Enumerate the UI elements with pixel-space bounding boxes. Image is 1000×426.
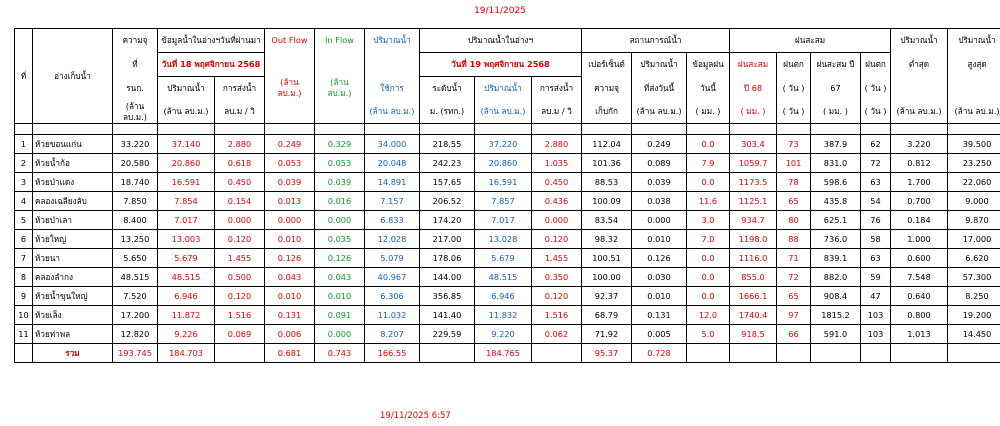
header-usable: ปริมาณน้ำ xyxy=(365,29,420,53)
table-cell: 7.017 xyxy=(475,211,532,230)
table-cell: 65 xyxy=(777,192,811,211)
table-cell: 16.591 xyxy=(158,173,215,192)
table-cell: 157.65 xyxy=(420,173,475,192)
header-capacity: ความจุ xyxy=(113,29,158,53)
table-cell: 7.017 xyxy=(158,211,215,230)
reservoir-name: ห้วยเล็ง xyxy=(33,306,113,325)
table-cell: 0.043 xyxy=(265,268,315,287)
table-cell: 0.000 xyxy=(315,325,365,344)
table-cell: 0.0 xyxy=(687,268,730,287)
table-row xyxy=(15,211,1000,230)
table-cell: 78 xyxy=(777,173,811,192)
header-max: ปริมาณน้ำ xyxy=(948,29,1000,53)
table-cell: 22.060 xyxy=(948,173,1000,192)
table-cell: 0.329 xyxy=(315,135,365,154)
table-cell: 0.249 xyxy=(265,135,315,154)
table-cell: 303.4 xyxy=(730,135,777,154)
table-cell: 23.250 xyxy=(948,154,1000,173)
table-cell: 18.740 xyxy=(113,173,158,192)
header-prev-group: ข้อมูลน้ำในอ่างฯวันที่ผ่านมา xyxy=(158,29,265,53)
table-cell: 625.1 xyxy=(811,211,861,230)
table-cell: 97 xyxy=(777,306,811,325)
table-cell: 6.833 xyxy=(365,211,420,230)
table-cell: 2.880 xyxy=(532,135,582,154)
table-cell: 0.000 xyxy=(215,211,265,230)
table-cell: 0.010 xyxy=(265,230,315,249)
table-cell: 0.062 xyxy=(532,325,582,344)
table-cell: 2.880 xyxy=(215,135,265,154)
table-cell: 0.640 xyxy=(891,287,948,306)
table-cell: 0.000 xyxy=(315,211,365,230)
table-cell: 1059.7 xyxy=(730,154,777,173)
table-cell: 0.069 xyxy=(215,325,265,344)
reservoir-name: ห้วยน้ำก้อ xyxy=(33,154,113,173)
reservoir-name: ห้วยนา xyxy=(33,249,113,268)
table-cell: 0.154 xyxy=(215,192,265,211)
table-cell: 0.006 xyxy=(265,325,315,344)
table-cell: 206.52 xyxy=(420,192,475,211)
table-cell: 20.860 xyxy=(475,154,532,173)
table-cell: 13.250 xyxy=(113,230,158,249)
table-cell: 0.089 xyxy=(632,154,687,173)
table-cell: 101 xyxy=(777,154,811,173)
row-number: 2 xyxy=(15,154,33,173)
table-cell: 0.043 xyxy=(315,268,365,287)
header-reservoir: อ่างเก็บน้ำ xyxy=(33,29,113,124)
table-cell: 0.126 xyxy=(632,249,687,268)
table-cell: 5.079 xyxy=(365,249,420,268)
header-accum67: ฝนสะสม ปี xyxy=(811,53,861,77)
reservoir-name: ห้วยป่าแดง xyxy=(33,173,113,192)
table-cell: 48.515 xyxy=(475,268,532,287)
table-cell: 101.36 xyxy=(582,154,632,173)
table-cell: 7.857 xyxy=(475,192,532,211)
table-cell: 0.0 xyxy=(687,249,730,268)
table-cell: 3.220 xyxy=(891,135,948,154)
header-percent: เปอร์เซ็นต์ xyxy=(582,53,632,77)
table-cell: 71 xyxy=(777,249,811,268)
header-accum68: ฝนสะสม xyxy=(730,53,777,77)
table-cell: 9.226 xyxy=(158,325,215,344)
table-cell: 0.450 xyxy=(215,173,265,192)
table-cell: 0.350 xyxy=(532,268,582,287)
row-number: 9 xyxy=(15,287,33,306)
table-body xyxy=(15,124,1000,344)
reservoir-name: ห้วยใหญ่ xyxy=(33,230,113,249)
table-cell: 68.79 xyxy=(582,306,632,325)
table-cell: 0.500 xyxy=(215,268,265,287)
row-number: 8 xyxy=(15,268,33,287)
table-cell: 39.500 xyxy=(948,135,1000,154)
table-cell: 0.010 xyxy=(265,287,315,306)
table-cell: 7.9 xyxy=(687,154,730,173)
table-cell: 5.679 xyxy=(475,249,532,268)
table-cell: 387.9 xyxy=(811,135,861,154)
header-rain-days68: ฝนตก xyxy=(777,53,811,77)
table-cell: 9.870 xyxy=(948,211,1000,230)
table-cell: 3.0 xyxy=(687,211,730,230)
total-percent: 95.37 xyxy=(582,344,632,363)
table-cell: 7.854 xyxy=(158,192,215,211)
table-cell: 141.40 xyxy=(420,306,475,325)
row-number: 6 xyxy=(15,230,33,249)
table-cell: 62 xyxy=(861,135,891,154)
reservoir-name: ห้วยน้ำขุนใหญ่ xyxy=(33,287,113,306)
spacer-row xyxy=(15,124,1000,135)
row-number: 4 xyxy=(15,192,33,211)
table-cell: 1.013 xyxy=(891,325,948,344)
table-cell: 0.010 xyxy=(632,230,687,249)
table-cell: 14.891 xyxy=(365,173,420,192)
table-cell: 1.455 xyxy=(532,249,582,268)
reservoir-name: ห้วยป่าเลา xyxy=(33,211,113,230)
table-cell: 217.00 xyxy=(420,230,475,249)
table-cell: 0.039 xyxy=(265,173,315,192)
header-rain-today: ข้อมูลฝน xyxy=(687,53,730,77)
table-cell: 72 xyxy=(777,268,811,287)
table-cell: 13.003 xyxy=(158,230,215,249)
table-cell: 839.1 xyxy=(811,249,861,268)
table-cell: 218.55 xyxy=(420,135,475,154)
table-cell: 908.4 xyxy=(811,287,861,306)
table-cell: 7.520 xyxy=(113,287,158,306)
totals-row xyxy=(15,344,1000,363)
table-cell: 0.800 xyxy=(891,306,948,325)
table-cell: 831.0 xyxy=(811,154,861,173)
table-cell: 63 xyxy=(861,249,891,268)
table-cell: 66 xyxy=(777,325,811,344)
header-outflow: Out Flow xyxy=(265,29,315,53)
table-cell: 54 xyxy=(861,192,891,211)
table-row xyxy=(15,173,1000,192)
table-cell: 5.650 xyxy=(113,249,158,268)
table-cell: 0.131 xyxy=(265,306,315,325)
table-cell: 8.400 xyxy=(113,211,158,230)
table-cell: 0.600 xyxy=(891,249,948,268)
table-cell: 0.039 xyxy=(632,173,687,192)
table-cell: 58 xyxy=(861,230,891,249)
table-cell: 11.6 xyxy=(687,192,730,211)
row-number: 1 xyxy=(15,135,33,154)
table-cell: 71.92 xyxy=(582,325,632,344)
table-cell: 17.200 xyxy=(113,306,158,325)
table-cell: 0.0 xyxy=(687,287,730,306)
table-header: ที่ อ่างเก็บน้ำ ความจุ ข้อมูลน้ำในอ่างฯวันที่ผ่านมา Out Flow In Flow ปริมาณน้ำ ปริมาณน้ำในอ่างฯ สถานการณ์น้ำ ฝนสะสม ปริมาณน้ำ ปริมาณน้ำ ที่ วันที่ 18 พฤศจิกายน 2568 วันที่ 19 พฤศจิกายน 2568 เปอร์เซ็นต์ ปริมาณน้ำ ข้อมูลฝน ฝนสะสม ฝนตก ฝนสะสม ปี ฝนตก ต่ำสุด สูงสุด รนก. ปริมาณน้ำ การส่งน้ำ (ล้าน ลบ.ม.) (ล้าน ลบ.ม.) ใช้การ ระดับน้ำ ปริมาณน้ำ การส่งน้ำ ความจุ ที่ส่งวันนี้ วันนี้ ปี 68 ( วัน ) 67 ( วัน ) (ล้าน ลบ.ม.) (ล้าน ลบ.ม.) ลบ.ม / วิ (ล้าน ลบ.ม.) ม. (รทก.) (ล้าน ลบ.ม.) ลบ.ม / วิ เก็บกัก (ล้าน ลบ.ม.) ( มม. ) ( มม. ) ( วัน ) ( มม. ) ( วัน ) (ล้าน ลบ.ม.) (ล้าน ลบ.ม.) xyxy=(15,29,1000,124)
report-date: 19/11/2025 xyxy=(474,6,526,16)
table-cell: 5.679 xyxy=(158,249,215,268)
table-cell: 1.516 xyxy=(215,306,265,325)
table-cell: 12.820 xyxy=(113,325,158,344)
table-cell: 0.436 xyxy=(532,192,582,211)
header-prev-date: วันที่ 18 พฤศจิกายน 2568 xyxy=(158,53,265,77)
timestamp: 19/11/2025 6:57 xyxy=(380,411,451,421)
table-cell: 356.85 xyxy=(420,287,475,306)
table-cell: 0.016 xyxy=(315,192,365,211)
table-cell: 100.09 xyxy=(582,192,632,211)
table-cell: 0.013 xyxy=(265,192,315,211)
table-cell: 144.00 xyxy=(420,268,475,287)
table-row xyxy=(15,306,1000,325)
header-curr-group: ปริมาณน้ำในอ่างฯ xyxy=(420,29,582,53)
table-cell: 1.455 xyxy=(215,249,265,268)
reservoir-name: คลองลำกง xyxy=(33,268,113,287)
table-cell: 100.00 xyxy=(582,268,632,287)
table-row xyxy=(15,230,1000,249)
table-cell: 11.832 xyxy=(475,306,532,325)
header-status-group: สถานการณ์น้ำ xyxy=(582,29,730,53)
table-cell: 0.010 xyxy=(632,287,687,306)
table-cell: 1.000 xyxy=(891,230,948,249)
table-cell: 48.515 xyxy=(113,268,158,287)
table-cell: 5.0 xyxy=(687,325,730,344)
total-inflow: 0.743 xyxy=(315,344,365,363)
table-cell: 19.200 xyxy=(948,306,1000,325)
header-rain-days67: ฝนตก xyxy=(861,53,891,77)
row-number: 3 xyxy=(15,173,33,192)
table-cell: 37.220 xyxy=(475,135,532,154)
table-cell: 0.000 xyxy=(265,211,315,230)
table-cell: 88 xyxy=(777,230,811,249)
table-row xyxy=(15,287,1000,306)
row-number: 7 xyxy=(15,249,33,268)
table-cell: 174.20 xyxy=(420,211,475,230)
table-cell: 6.946 xyxy=(475,287,532,306)
table-row xyxy=(15,135,1000,154)
table-cell: 178.06 xyxy=(420,249,475,268)
table-cell: 12.028 xyxy=(365,230,420,249)
table-cell: 33.220 xyxy=(113,135,158,154)
table-row xyxy=(15,192,1000,211)
table-cell: 0.249 xyxy=(632,135,687,154)
row-number: 11 xyxy=(15,325,33,344)
header-curr-date: วันที่ 19 พฤศจิกายน 2568 xyxy=(420,53,582,77)
table-cell: 0.053 xyxy=(315,154,365,173)
table-cell: 14.450 xyxy=(948,325,1000,344)
reservoir-name: ห้วยท่าพล xyxy=(33,325,113,344)
reservoir-table xyxy=(14,28,1000,363)
table-cell: 918.5 xyxy=(730,325,777,344)
table-cell: 9.000 xyxy=(948,192,1000,211)
table-cell: 112.04 xyxy=(582,135,632,154)
table-cell: 100.51 xyxy=(582,249,632,268)
table-cell: 0.035 xyxy=(315,230,365,249)
table-cell: 73 xyxy=(777,135,811,154)
total-delivered: 0.728 xyxy=(632,344,687,363)
header-accum-group: ฝนสะสม xyxy=(730,29,891,53)
table-cell: 0.700 xyxy=(891,192,948,211)
table-cell: 8.207 xyxy=(365,325,420,344)
table-cell: 0.184 xyxy=(891,211,948,230)
header-delivered: ปริมาณน้ำ xyxy=(632,53,687,77)
row-number: 5 xyxy=(15,211,33,230)
table-cell: 0.053 xyxy=(265,154,315,173)
total-outflow: 0.681 xyxy=(265,344,315,363)
table-cell: 1666.1 xyxy=(730,287,777,306)
table-cell: 11.032 xyxy=(365,306,420,325)
table-cell: 242.23 xyxy=(420,154,475,173)
table-cell: 1740.4 xyxy=(730,306,777,325)
header-no: ที่ xyxy=(15,29,33,124)
table-cell: 0.450 xyxy=(532,173,582,192)
table-cell: 63 xyxy=(861,173,891,192)
table-cell: 0.030 xyxy=(632,268,687,287)
table-cell: 7.0 xyxy=(687,230,730,249)
table-cell: 598.6 xyxy=(811,173,861,192)
row-number: 10 xyxy=(15,306,33,325)
table-cell: 7.548 xyxy=(891,268,948,287)
table-cell: 0.618 xyxy=(215,154,265,173)
table-cell: 98.32 xyxy=(582,230,632,249)
table-row xyxy=(15,325,1000,344)
table-cell: 103 xyxy=(861,306,891,325)
table-cell: 20.860 xyxy=(158,154,215,173)
table-cell: 0.120 xyxy=(532,287,582,306)
table-cell: 0.010 xyxy=(315,287,365,306)
header-min: ปริมาณน้ำ xyxy=(891,29,948,53)
table-row xyxy=(15,268,1000,287)
table-cell: 934.7 xyxy=(730,211,777,230)
table-cell: 1.516 xyxy=(532,306,582,325)
table-cell: 65 xyxy=(777,287,811,306)
table-cell: 20.580 xyxy=(113,154,158,173)
table-cell: 0.038 xyxy=(632,192,687,211)
table-cell: 6.946 xyxy=(158,287,215,306)
table-cell: 9.220 xyxy=(475,325,532,344)
table-cell: 0.0 xyxy=(687,135,730,154)
table-cell: 1198.0 xyxy=(730,230,777,249)
total-usable: 166.55 xyxy=(365,344,420,363)
table-cell: 72 xyxy=(861,154,891,173)
reservoir-name: ห้วยขอนแก่น xyxy=(33,135,113,154)
table-cell: 11.872 xyxy=(158,306,215,325)
table-cell: 1.700 xyxy=(891,173,948,192)
header-inflow: In Flow xyxy=(315,29,365,53)
table-cell: 13.028 xyxy=(475,230,532,249)
totals-label: รวม xyxy=(33,344,113,363)
table-cell: 1116.0 xyxy=(730,249,777,268)
table-cell: 1.035 xyxy=(532,154,582,173)
table-cell: 1125.1 xyxy=(730,192,777,211)
total-curr-volume: 184.765 xyxy=(475,344,532,363)
table-cell: 6.620 xyxy=(948,249,1000,268)
table-row xyxy=(15,154,1000,173)
table-cell: 1815.2 xyxy=(811,306,861,325)
table-cell: 0.131 xyxy=(632,306,687,325)
table-cell: 57.300 xyxy=(948,268,1000,287)
table-cell: 6.306 xyxy=(365,287,420,306)
table-cell: 16.591 xyxy=(475,173,532,192)
table-cell: 0.126 xyxy=(265,249,315,268)
table-cell: 435.8 xyxy=(811,192,861,211)
table-cell: 34.000 xyxy=(365,135,420,154)
table-cell: 0.005 xyxy=(632,325,687,344)
table-cell: 0.120 xyxy=(532,230,582,249)
table-cell: 0.120 xyxy=(215,287,265,306)
table-cell: 37.140 xyxy=(158,135,215,154)
table-row xyxy=(15,249,1000,268)
table-cell: 0.091 xyxy=(315,306,365,325)
table-cell: 12.0 xyxy=(687,306,730,325)
table-cell: 17.000 xyxy=(948,230,1000,249)
table-cell: 0.126 xyxy=(315,249,365,268)
table-cell: 76 xyxy=(861,211,891,230)
reservoir-name: คลองเฉลียงลับ xyxy=(33,192,113,211)
table-cell: 103 xyxy=(861,325,891,344)
table-cell: 88.53 xyxy=(582,173,632,192)
table-cell: 882.0 xyxy=(811,268,861,287)
table-cell: 7.157 xyxy=(365,192,420,211)
table-cell: 0.000 xyxy=(632,211,687,230)
table-cell: 591.0 xyxy=(811,325,861,344)
table-cell: 8.250 xyxy=(948,287,1000,306)
total-capacity: 193.745 xyxy=(113,344,158,363)
table-cell: 83.54 xyxy=(582,211,632,230)
table-cell: 40.967 xyxy=(365,268,420,287)
table-cell: 0.0 xyxy=(687,173,730,192)
table-cell: 92.37 xyxy=(582,287,632,306)
total-prev-volume: 184.703 xyxy=(158,344,215,363)
table-cell: 1173.5 xyxy=(730,173,777,192)
table-cell: 0.000 xyxy=(532,211,582,230)
table-cell: 0.039 xyxy=(315,173,365,192)
table-cell: 0.812 xyxy=(891,154,948,173)
table-cell: 59 xyxy=(861,268,891,287)
table-cell: 0.120 xyxy=(215,230,265,249)
table-cell: 855.0 xyxy=(730,268,777,287)
table-cell: 80 xyxy=(777,211,811,230)
table-cell: 48.515 xyxy=(158,268,215,287)
table-cell: 20.048 xyxy=(365,154,420,173)
table-cell: 7.850 xyxy=(113,192,158,211)
table-cell: 229.59 xyxy=(420,325,475,344)
table-cell: 47 xyxy=(861,287,891,306)
table-cell: 736.0 xyxy=(811,230,861,249)
